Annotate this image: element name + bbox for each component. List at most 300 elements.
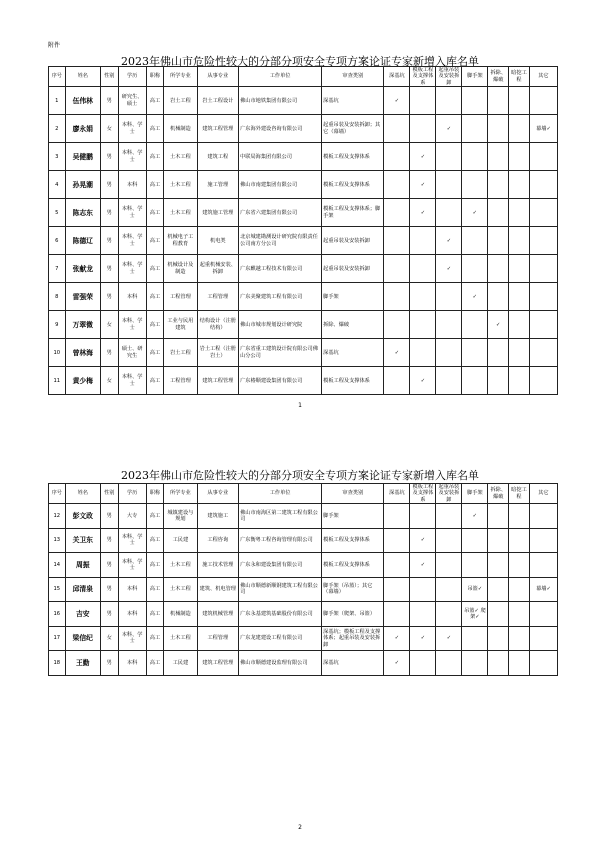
row-number: 13 [49,528,66,553]
table-row [49,651,558,676]
field-cell: 建筑工程管理 [197,115,239,143]
lifting-cell [436,199,462,227]
deep-foundation-cell: ✓ [384,339,410,367]
major-cell: 机械制造 [164,115,197,143]
category-cell: 起重吊装及安装拆卸 [322,255,384,283]
category-cell: 模板工程及支撑体系 [322,553,384,578]
lifting-cell [436,577,462,602]
work-unit-cell: 广东永和建设集团有限公司 [239,553,322,578]
table-row [49,577,558,602]
row-number: 4 [49,171,66,199]
tunnel-cell [509,283,530,311]
attachment-label: 附件 [48,42,61,49]
major-cell: 土木工程 [164,143,197,171]
deep-foundation-cell [384,227,410,255]
major-cell: 岩土工程 [164,87,197,115]
column-header: 姓名 [65,67,100,87]
title-cell: 高工 [146,171,164,199]
scaffold-cell: 吊篮✓ [462,577,488,602]
other-cell [529,199,557,227]
column-header: 其它 [529,67,557,87]
field-cell: 建筑工程 [197,143,239,171]
lifting-cell [436,87,462,115]
formwork-cell [410,115,436,143]
column-header: 审查类别 [322,67,384,87]
work-unit-cell: 广东美聚建筑工程有限公司 [239,283,322,311]
expert-name: 万翠微 [65,311,100,339]
expert-name: 梁信纪 [65,626,100,651]
column-header: 拆除、爆破 [488,67,509,87]
education-cell: 大专 [118,504,146,529]
demolition-cell [488,553,509,578]
major-cell: 机械电子工程教育 [164,227,197,255]
scaffold-cell [462,115,488,143]
row-number: 7 [49,255,66,283]
education-cell: 研究生、硕士 [118,87,146,115]
category-cell: 脚手架（吊篮）；其它（幕墙） [322,577,384,602]
work-unit-cell: 广东椿顺建设集团有限公司 [239,367,322,395]
row-number: 5 [49,199,66,227]
gender-cell: 男 [100,199,118,227]
other-cell [529,255,557,283]
formwork-cell: ✓ [410,171,436,199]
field-cell: 岩土工程设计 [197,87,239,115]
category-cell: 深基坑 [322,651,384,676]
expert-name: 陈志东 [65,199,100,227]
expert-name: 张献龙 [65,255,100,283]
expert-name: 周振 [65,553,100,578]
column-header: 性别 [100,484,118,504]
major-cell: 工业与民用建筑 [164,311,197,339]
scaffold-cell [462,311,488,339]
category-cell: 脚手架 [322,504,384,529]
column-header: 深基坑 [384,484,410,504]
category-cell: 脚手架 [322,283,384,311]
table-row [49,115,558,143]
table-header-row [49,67,558,87]
table-row [49,199,558,227]
column-header: 脚手架 [462,484,488,504]
column-header: 起重吊装及安装拆卸 [436,484,462,504]
education-cell: 本科 [118,577,146,602]
demolition-cell [488,87,509,115]
column-header: 拆除、爆破 [488,484,509,504]
column-header: 学历 [118,484,146,504]
row-number: 8 [49,283,66,311]
education-cell: 硕士、研究生 [118,339,146,367]
major-cell: 机械制造 [164,602,197,627]
column-header: 职称 [146,67,164,87]
column-header: 序号 [49,67,66,87]
demolition-cell [488,626,509,651]
formwork-cell [410,339,436,367]
expert-name: 曾林海 [65,339,100,367]
table-row [49,339,558,367]
work-unit-cell: 佛山市南海区第二建筑工程有限公司 [239,504,322,529]
demolition-cell [488,651,509,676]
education-cell: 本科、学士 [118,115,146,143]
expert-table-page-1 [48,66,558,395]
other-cell [529,339,557,367]
education-cell: 本科 [118,171,146,199]
work-unit-cell: 佛山市顺德建设监理有限公司 [239,651,322,676]
table-row [49,528,558,553]
field-cell: 建筑施工 [197,504,239,529]
expert-name: 孙晃潮 [65,171,100,199]
title-cell: 高工 [146,87,164,115]
lifting-cell: ✓ [436,626,462,651]
table-row [49,367,558,395]
formwork-cell [410,311,436,339]
education-cell: 本科、学士 [118,626,146,651]
column-header: 工作单位 [239,484,322,504]
formwork-cell: ✓ [410,528,436,553]
education-cell: 本科、学士 [118,553,146,578]
row-number: 17 [49,626,66,651]
tunnel-cell [509,626,530,651]
title-cell: 高工 [146,651,164,676]
title-cell: 高工 [146,367,164,395]
other-cell: 幕墙✓ [529,115,557,143]
table-row [49,311,558,339]
gender-cell: 男 [100,171,118,199]
expert-name: 雷强荣 [65,283,100,311]
gender-cell: 女 [100,115,118,143]
gender-cell: 男 [100,255,118,283]
tunnel-cell [509,311,530,339]
title-cell: 高工 [146,504,164,529]
other-cell [529,553,557,578]
field-cell: 工程管理 [197,626,239,651]
tunnel-cell [509,367,530,395]
page-title: 2023年佛山市危险性较大的分部分项安全专项方案论证专家新增入库名单 [121,55,479,68]
education-cell: 本科、学士 [118,528,146,553]
work-unit-cell: 佛山市城市规划设计研究院 [239,311,322,339]
education-cell: 本科 [118,283,146,311]
deep-foundation-cell [384,199,410,227]
category-cell: 模板工程及支撑体系 [322,171,384,199]
column-header: 姓名 [65,484,100,504]
work-unit-cell: 广东永基建筑基础股份有限公司 [239,602,322,627]
gender-cell: 男 [100,577,118,602]
education-cell: 本科、学士 [118,367,146,395]
scaffold-cell [462,143,488,171]
expert-name: 黄少梅 [65,367,100,395]
field-cell: 建筑工程管理 [197,367,239,395]
lifting-cell [436,367,462,395]
lifting-cell [436,602,462,627]
demolition-cell [488,283,509,311]
expert-name: 廖永娟 [65,115,100,143]
major-cell: 土木工程 [164,553,197,578]
category-cell: 深基坑 [322,87,384,115]
demolition-cell [488,227,509,255]
demolition-cell [488,367,509,395]
row-number: 10 [49,339,66,367]
deep-foundation-cell [384,553,410,578]
field-cell: 工程管理 [197,283,239,311]
lifting-cell: ✓ [436,227,462,255]
education-cell: 本科 [118,602,146,627]
scaffold-cell [462,227,488,255]
formwork-cell [410,577,436,602]
work-unit-cell: 广东海外建设咨询有限公司 [239,115,322,143]
formwork-cell [410,227,436,255]
other-cell [529,87,557,115]
table-header-row [49,484,558,504]
expert-name: 吉安 [65,602,100,627]
lifting-cell [436,311,462,339]
major-cell: 工程管理 [164,367,197,395]
title-cell: 高工 [146,339,164,367]
major-cell: 土木工程 [164,577,197,602]
column-header: 职称 [146,484,164,504]
table-row [49,227,558,255]
row-number: 16 [49,602,66,627]
title-cell: 高工 [146,626,164,651]
other-cell [529,227,557,255]
category-cell: 模板工程及支撑体系 [322,143,384,171]
work-unit-cell: 广东衡粤工程咨询管理有限公司 [239,528,322,553]
work-unit-cell: 北京城建勘测设计研究院有限责任公司南方分公司 [239,227,322,255]
demolition-cell [488,577,509,602]
column-header: 模板工程及支撑体系 [410,67,436,87]
lifting-cell [436,143,462,171]
tunnel-cell [509,553,530,578]
category-cell: 深基坑 [322,339,384,367]
deep-foundation-cell: ✓ [384,626,410,651]
formwork-cell: ✓ [410,626,436,651]
lifting-cell [436,339,462,367]
education-cell: 本科、学士 [118,199,146,227]
table-row [49,602,558,627]
category-cell: 模板工程及支撑体系 [322,528,384,553]
title-cell: 高工 [146,115,164,143]
demolition-cell [488,339,509,367]
gender-cell: 女 [100,367,118,395]
formwork-cell [410,283,436,311]
column-header: 深基坑 [384,67,410,87]
major-cell: 工程管理 [164,283,197,311]
title-cell: 高工 [146,283,164,311]
gender-cell: 男 [100,87,118,115]
gender-cell: 女 [100,626,118,651]
other-cell [529,602,557,627]
title-cell: 高工 [146,143,164,171]
tunnel-cell [509,115,530,143]
education-cell: 本科、学士 [118,311,146,339]
page-number: 1 [298,402,302,409]
category-cell: 模板工程及支撑体系 [322,367,384,395]
field-cell: 机电类 [197,227,239,255]
category-cell: 起重吊装及安装拆卸 [322,227,384,255]
scaffold-cell [462,528,488,553]
work-unit-cell: 广东麒越工程技术有限公司 [239,255,322,283]
expert-name: 邱清泉 [65,577,100,602]
major-cell: 机械设计及制造 [164,255,197,283]
demolition-cell [488,115,509,143]
demolition-cell: ✓ [488,311,509,339]
deep-foundation-cell: ✓ [384,651,410,676]
tunnel-cell [509,577,530,602]
education-cell: 本科、学士 [118,143,146,171]
tunnel-cell [509,602,530,627]
row-number: 6 [49,227,66,255]
major-cell: 土木工程 [164,626,197,651]
gender-cell: 男 [100,143,118,171]
tunnel-cell [509,339,530,367]
formwork-cell [410,504,436,529]
scaffold-cell [462,339,488,367]
lifting-cell [436,651,462,676]
demolition-cell [488,602,509,627]
major-cell: 城镇建设与规划 [164,504,197,529]
tunnel-cell [509,504,530,529]
table-row [49,171,558,199]
deep-foundation-cell [384,602,410,627]
title-cell: 高工 [146,199,164,227]
tunnel-cell [509,143,530,171]
title-cell: 高工 [146,602,164,627]
column-header: 从事专业 [197,484,239,504]
education-cell: 本科、学士 [118,255,146,283]
scaffold-cell [462,651,488,676]
deep-foundation-cell [384,171,410,199]
other-cell [529,171,557,199]
demolition-cell [488,143,509,171]
field-cell: 建筑施工管理 [197,199,239,227]
row-number: 1 [49,87,66,115]
work-unit-cell: 广东省重工建筑设计院有限公司佛山分公司 [239,339,322,367]
gender-cell: 男 [100,602,118,627]
title-cell: 高工 [146,311,164,339]
education-cell: 本科、学士 [118,227,146,255]
category-cell: 深基坑；模板工程及支撑体系；起重吊装及安装拆卸 [322,626,384,651]
field-cell: 建筑、机电管理 [197,577,239,602]
row-number: 9 [49,311,66,339]
major-cell: 土木工程 [164,199,197,227]
column-header: 其它 [529,484,557,504]
field-cell: 工程咨询 [197,528,239,553]
deep-foundation-cell [384,577,410,602]
demolition-cell [488,199,509,227]
column-header: 暗挖工程 [509,67,530,87]
field-cell: 施工管理 [197,171,239,199]
title-cell: 高工 [146,227,164,255]
tunnel-cell [509,651,530,676]
table-row [49,626,558,651]
column-header: 从事专业 [197,67,239,87]
field-cell: 岩土工程（注册岩土） [197,339,239,367]
tunnel-cell [509,227,530,255]
tunnel-cell [509,255,530,283]
gender-cell: 男 [100,283,118,311]
row-number: 15 [49,577,66,602]
deep-foundation-cell: ✓ [384,87,410,115]
work-unit-cell: 佛山市南建集团有限公司 [239,171,322,199]
tunnel-cell [509,199,530,227]
tunnel-cell [509,171,530,199]
expert-table-page-2 [48,483,558,676]
title-cell: 高工 [146,577,164,602]
gender-cell: 男 [100,227,118,255]
gender-cell: 女 [100,311,118,339]
major-cell: 岩土工程 [164,339,197,367]
other-cell [529,651,557,676]
deep-foundation-cell [384,283,410,311]
table-row [49,143,558,171]
column-header: 脚手架 [462,67,488,87]
other-cell [529,311,557,339]
major-cell: 工民建 [164,651,197,676]
column-header: 序号 [49,484,66,504]
other-cell [529,143,557,171]
demolition-cell [488,528,509,553]
column-header: 性别 [100,67,118,87]
work-unit-cell: 广东龙建建设工程有限公司 [239,626,322,651]
scaffold-cell: ✓ [462,504,488,529]
row-number: 2 [49,115,66,143]
field-cell: 施工技术管理 [197,553,239,578]
deep-foundation-cell [384,311,410,339]
deep-foundation-cell [384,115,410,143]
formwork-cell: ✓ [410,367,436,395]
deep-foundation-cell [384,143,410,171]
expert-name: 吴健鹏 [65,143,100,171]
other-cell [529,626,557,651]
lifting-cell [436,283,462,311]
column-header: 所学专业 [164,67,197,87]
title-cell: 高工 [146,553,164,578]
deep-foundation-cell [384,504,410,529]
table-row [49,553,558,578]
title-cell: 高工 [146,528,164,553]
other-cell: 幕墙✓ [529,577,557,602]
row-number: 11 [49,367,66,395]
table-row [49,255,558,283]
other-cell [529,283,557,311]
expert-name: 陈德辽 [65,227,100,255]
column-header: 审查类别 [322,484,384,504]
gender-cell: 男 [100,339,118,367]
column-header: 模板工程及支撑体系 [410,484,436,504]
table-row [49,504,558,529]
major-cell: 土木工程 [164,171,197,199]
lifting-cell [436,504,462,529]
work-unit-cell: 佛山市顺德新顺钢建筑工程有限公司 [239,577,322,602]
formwork-cell [410,87,436,115]
lifting-cell: ✓ [436,255,462,283]
work-unit-cell: 广东省六建集团有限公司 [239,199,322,227]
category-cell: 起重吊装及安装拆卸；其它（幕墙） [322,115,384,143]
scaffold-cell [462,626,488,651]
gender-cell: 男 [100,553,118,578]
title-cell: 高工 [146,255,164,283]
page-title: 2023年佛山市危险性较大的分部分项安全专项方案论证专家新增入库名单 [121,469,479,482]
field-cell: 起重机械安装、拆卸 [197,255,239,283]
formwork-cell: ✓ [410,143,436,171]
deep-foundation-cell [384,255,410,283]
scaffold-cell [462,553,488,578]
column-header: 暗挖工程 [509,484,530,504]
lifting-cell [436,553,462,578]
expert-name: 伍伟林 [65,87,100,115]
gender-cell: 男 [100,651,118,676]
tunnel-cell [509,87,530,115]
demolition-cell [488,255,509,283]
row-number: 3 [49,143,66,171]
scaffold-cell [462,367,488,395]
